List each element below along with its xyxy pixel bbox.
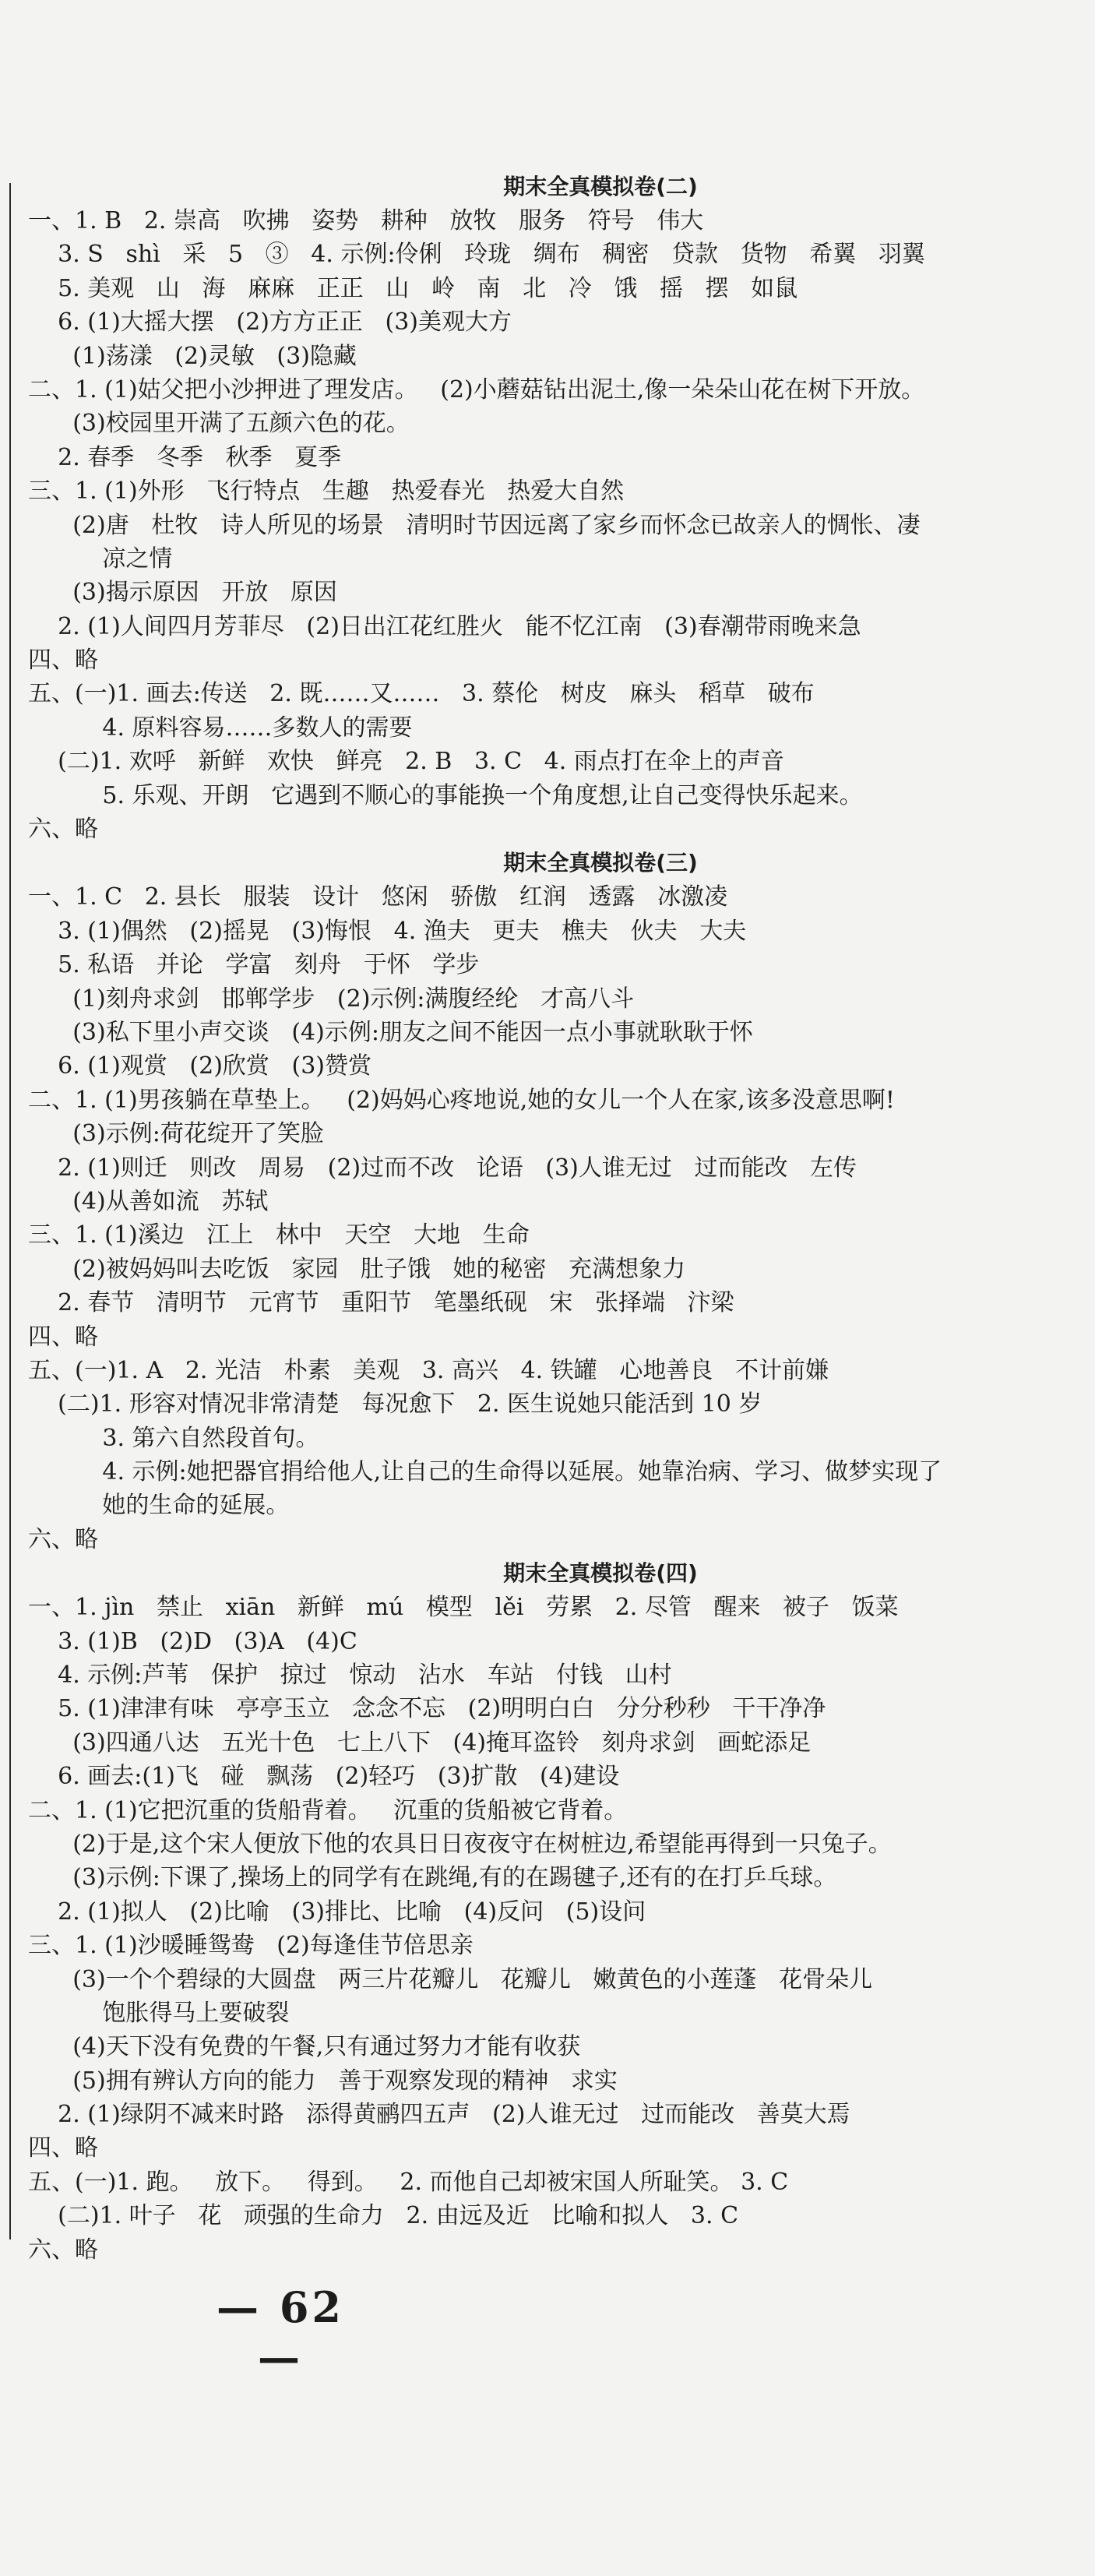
answer-line: 2. (1)绿阴不减来时路 添得黄鹂四五声 (2)人谁无过 过而能改 善莫大焉 (28, 2101, 850, 2129)
answer-line: (3)校园里开满了五颜六色的花。 (28, 410, 410, 438)
answer-line: 凉之情 (28, 544, 173, 573)
answer-line: 四、略 (28, 1323, 98, 1351)
answer-line: 4. 示例:她把器官捐给他人,让自己的生命得以延展。她靠治病、学习、做梦实现了 (28, 1458, 942, 1486)
answer-line: 4. 原料容易……多数人的需要 (28, 714, 413, 742)
answer-line: (3)揭示原因 开放 原因 (28, 579, 337, 607)
answer-line: 四、略 (28, 2134, 98, 2162)
answer-line: 5. 乐观、开朗 它遇到不顺心的事能换一个角度想,让自己变得快乐起来。 (28, 781, 863, 809)
answer-line: 二、1. (1)它把沉重的货船背着。 沉重的货船被它背着。 (28, 1796, 628, 1824)
answer-line: (二)1. 叶子 花 顽强的生命力 2. 由远及近 比喻和拟人 3. C (28, 2202, 739, 2230)
answer-line: (5)拥有辨认方向的能力 善于观察发现的精神 求实 (28, 2067, 618, 2095)
answer-line: (4)从善如流 苏轼 (28, 1187, 269, 1215)
answer-line: 六、略 (28, 816, 98, 844)
answer-line: 饱胀得马上要破裂 (28, 1999, 290, 2027)
answer-line: (3)示例:下课了,操场上的同学有在跳绳,有的在踢毽子,还有的在打乒乓球。 (28, 1864, 837, 1892)
answer-line: 2. (1)人间四月芳菲尽 (2)日出江花红胜火 能不忆江南 (3)春潮带雨晚来急 (28, 612, 861, 640)
answer-line: 一、1. jìn 禁止 xiān 新鲜 mú 模型 lěi 劳累 2. 尽管 醒来 被子 饭菜 (28, 1594, 899, 1622)
answer-line: 6. 画去:(1)飞 碰 飘荡 (2)轻巧 (3)扩散 (4)建设 (28, 1763, 620, 1791)
answer-line: 3. (1)B (2)D (3)A (4)C (28, 1627, 357, 1655)
answer-line: (3)私下里小声交谈 (4)示例:朋友之间不能因一点小事就耿耿于怀 (28, 1018, 753, 1046)
section-title: 期末全真模拟卷(四) (503, 1560, 698, 1587)
answer-line: 3. 第六自然段首句。 (28, 1424, 319, 1452)
answer-line: 一、1. C 2. 县长 服装 设计 悠闲 骄傲 红润 透露 冰激凌 (28, 883, 728, 911)
answer-line: (3)一个个碧绿的大圆盘 两三片花瓣儿 花瓣儿 嫩黄色的小莲蓬 花骨朵儿 (28, 1965, 873, 1993)
section-title: 期末全真模拟卷(三) (503, 850, 698, 876)
answer-line: 五、(一)1. 跑。 放下。 得到。 2. 而他自己却被宋国人所耻笑。 3. C (28, 2168, 789, 2196)
answer-line: 4. 示例:芦苇 保护 掠过 惊动 沾水 车站 付钱 山村 (28, 1662, 672, 1690)
answer-content (28, 170, 1072, 2267)
answer-line: 二、1. (1)男孩躺在草垫上。 (2)妈妈心疼地说,她的女儿一个人在家,该多没意思啊! (28, 1086, 895, 1114)
answer-line: 2. (1)拟人 (2)比喻 (3)排比、比喻 (4)反问 (5)设问 (28, 1898, 646, 1926)
answer-line: 三、1. (1)溪边 江上 林中 天空 大地 生命 (28, 1221, 530, 1249)
answer-line: 六、略 (28, 1525, 98, 1553)
answer-line: 她的生命的延展。 (28, 1492, 290, 1520)
section-title: 期末全真模拟卷(二) (503, 174, 698, 199)
answer-line: (3)四通八达 五光十色 七上八下 (4)掩耳盗铃 刻舟求剑 画蛇添足 (28, 1728, 812, 1757)
answer-line: (1)荡漾 (2)灵敏 (3)隐藏 (28, 342, 357, 370)
answer-line: 5. 私语 并论 学富 刻舟 于怀 学步 (28, 951, 480, 979)
answer-line: 四、略 (28, 647, 98, 675)
answer-line: 3. S shì 采 5 ③ 4. 示例:伶俐 玲珑 绸布 稠密 贷款 货物 希翼 羽翼 (28, 241, 925, 269)
answer-line: 六、略 (28, 2236, 98, 2264)
answer-line: (2)唐 杜牧 诗人所见的场景 清明时节因远离了家乡而怀念已故亲人的惆怅、凄 (28, 511, 921, 539)
answer-line: (二)1. 欢呼 新鲜 欢快 鲜亮 2. B 3. C 4. 雨点打在伞上的声音 (28, 748, 784, 776)
answer-line: (二)1. 形容对情况非常清楚 每况愈下 2. 医生说她只能活到 10 岁 (28, 1390, 762, 1418)
answer-line: (1)刻舟求剑 邯郸学步 (2)示例:满腹经纶 才高八斗 (28, 985, 635, 1013)
answer-line: 五、(一)1. 画去:传送 2. 既……又…… 3. 蔡伦 树皮 麻头 稻草 破布 (28, 680, 815, 708)
answer-line: 5. 美观 山 海 麻麻 正正 山 岭 南 北 冷 饿 摇 摆 如鼠 (28, 274, 798, 302)
answer-line: 五、(一)1. A 2. 光洁 朴素 美观 3. 高兴 4. 铁罐 心地善良 不计前嫌 (28, 1356, 829, 1384)
margin-line (9, 183, 11, 2239)
answer-line: 三、1. (1)沙暖睡鸳鸯 (2)每逢佳节倍思亲 (28, 1932, 474, 1960)
page-number: — 62 — (217, 2282, 344, 2382)
answer-line: 2. (1)则迁 则改 周易 (2)过而不改 论语 (3)人谁无过 过而能改 左传 (28, 1154, 857, 1182)
answer-line: 二、1. (1)姑父把小沙押进了理发店。 (2)小蘑菇钻出泥土,像一朵朵山花在树下开放。 (28, 375, 925, 403)
answer-line: 6. (1)观赏 (2)欣赏 (3)赞赏 (28, 1052, 372, 1080)
answer-line: 3. (1)偶然 (2)摇晃 (3)悔恨 4. 渔夫 更夫 樵夫 伙夫 大夫 (28, 917, 747, 945)
answer-line: 2. 春节 清明节 元宵节 重阳节 笔墨纸砚 宋 张择端 汴梁 (28, 1289, 734, 1317)
answer-line: (2)被妈妈叫去吃饭 家园 肚子饿 她的秘密 充满想象力 (28, 1255, 686, 1283)
answer-line: (2)于是,这个宋人便放下他的农具日日夜夜守在树桩边,希望能再得到一只兔子。 (28, 1830, 892, 1858)
answer-line: 6. (1)大摇大摆 (2)方方正正 (3)美观大方 (28, 308, 512, 337)
answer-line: (4)天下没有免费的午餐,只有通过努力才能有收获 (28, 2033, 581, 2061)
answer-line: 2. 春季 冬季 秋季 夏季 (28, 443, 342, 471)
answer-line: 三、1. (1)外形 飞行特点 生趣 热爱春光 热爱大自然 (28, 477, 625, 506)
answer-line: 一、1. B 2. 崇高 吹拂 姿势 耕种 放牧 服务 符号 伟大 (28, 207, 704, 234)
answer-line: 5. (1)津津有味 亭亭玉立 念念不忘 (2)明明白白 分分秒秒 干干净净 (28, 1695, 826, 1723)
answer-line: (3)示例:荷花绽开了笑脸 (28, 1120, 324, 1148)
